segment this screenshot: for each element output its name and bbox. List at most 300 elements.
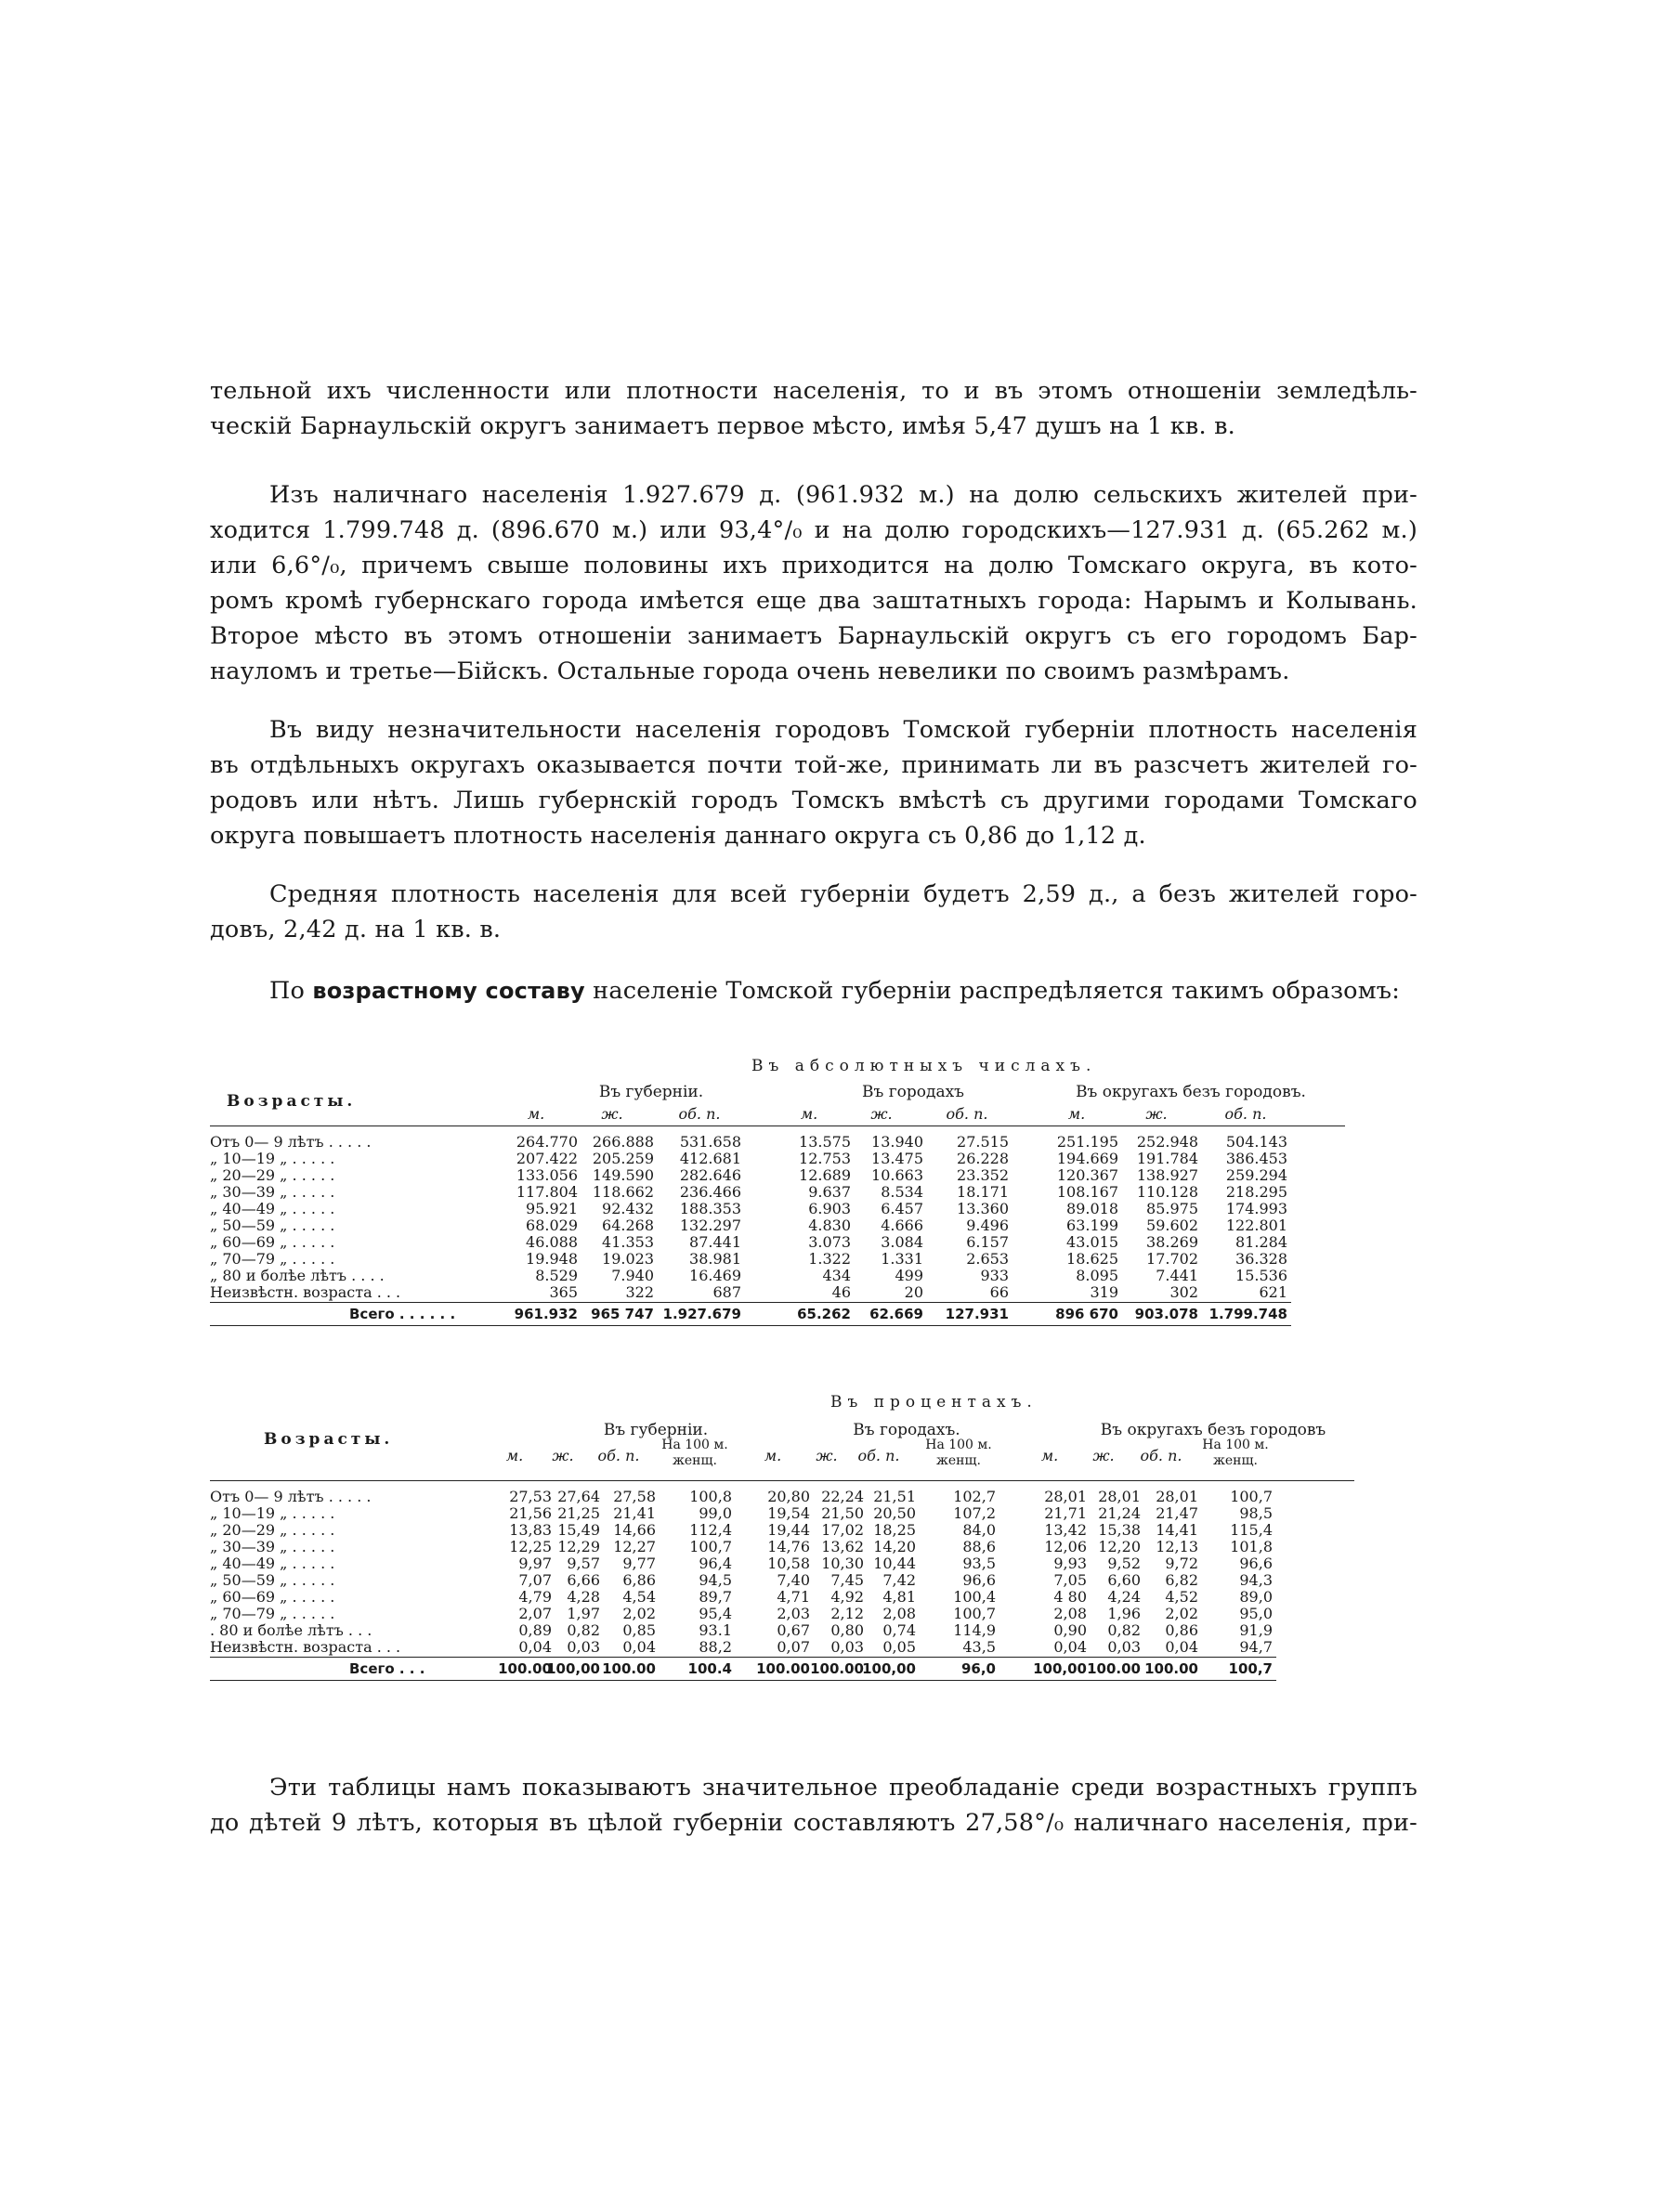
- group-header-districts: Въ округахъ безъ городовъ: [1100, 1421, 1326, 1439]
- table-cell: 98,5: [1239, 1504, 1273, 1522]
- text-line: до дѣтей 9 лѣтъ, которыя въ цѣлой губерніи составляютъ 27,58°/₀ наличнаго населенія, при-: [210, 1809, 1417, 1837]
- header-rule: [210, 1480, 1354, 1481]
- table-cell: 19,54: [767, 1504, 810, 1522]
- row-label: „ 60—69 „ . . . . .: [210, 1233, 335, 1251]
- table-cell: 89.018: [1066, 1200, 1118, 1217]
- table-cell: 4,54: [622, 1588, 656, 1606]
- table-cell: 18,25: [873, 1521, 916, 1539]
- table-cell: 4,24: [1107, 1588, 1141, 1606]
- table-cell: 0,03: [830, 1638, 864, 1656]
- table-row: [210, 1283, 1345, 1300]
- row-label: Отъ 0— 9 лѣтъ . . . . .: [210, 1488, 372, 1505]
- column-header: На 100 м. женщ.: [661, 1438, 728, 1468]
- table-cell: 6.903: [808, 1200, 851, 1217]
- table-cell: 64.268: [602, 1217, 654, 1234]
- table-cell: 12,25: [509, 1538, 552, 1555]
- row-label: Неизвѣстн. возраста . . .: [210, 1283, 401, 1301]
- column-header: об. п.: [857, 1447, 900, 1464]
- text-line: Изъ наличнаго населенія 1.927.679 д. (961.932 м.) на долю сельскихъ жителей при-: [269, 481, 1417, 509]
- paragraph-3: [210, 712, 1417, 853]
- table-cell: 100.00: [810, 1660, 864, 1677]
- table-cell: 17,02: [821, 1521, 864, 1539]
- table-cell: 266.888: [592, 1133, 654, 1151]
- group-header-province: Въ губерніи.: [603, 1421, 709, 1439]
- table-cell: 2,08: [882, 1605, 916, 1622]
- intro-word: По: [269, 977, 305, 1005]
- table-cell: 0,80: [830, 1621, 864, 1639]
- table-cell: 0,85: [622, 1621, 656, 1639]
- table-cell: 100,00: [862, 1660, 916, 1677]
- table-row: [210, 1621, 1354, 1638]
- paragraph-1: [210, 373, 1417, 444]
- text-line: науломъ и третье—Бійскъ. Остальные города очень невелики по своимъ размѣрамъ.: [210, 657, 1290, 685]
- table-cell: 95,4: [699, 1605, 732, 1622]
- table-cell: 89,7: [699, 1588, 732, 1606]
- table-cell: 319: [1090, 1283, 1118, 1301]
- bold-phrase: возрастному составу: [312, 978, 585, 1004]
- table-cell: 15,49: [557, 1521, 600, 1539]
- group-header-province: Въ губерніи.: [598, 1083, 704, 1101]
- table-row: [210, 1200, 1345, 1217]
- table-cell: 27,58: [613, 1488, 656, 1505]
- table-cell: 0,04: [1053, 1638, 1087, 1656]
- table-cell: 1.322: [808, 1250, 851, 1268]
- table-cell: 81.284: [1235, 1233, 1287, 1251]
- column-header: об. п.: [1140, 1447, 1182, 1464]
- table-cell: 1.927.679: [662, 1306, 741, 1322]
- table-cell: 21,25: [557, 1504, 600, 1522]
- table-cell: 20,80: [767, 1488, 810, 1505]
- row-label: „ 70—79 „ . . . . .: [210, 1605, 335, 1622]
- table-cell: 9,52: [1107, 1555, 1141, 1572]
- table-cell: 961.932: [514, 1306, 578, 1322]
- table-row: [210, 1488, 1354, 1504]
- table-cell: 132.297: [679, 1217, 741, 1234]
- table-cell: 100,7: [689, 1538, 732, 1555]
- table-cell: 68.029: [526, 1217, 578, 1234]
- text-line: въ отдѣльныхъ округахъ оказывается почти той-же, принимать ли въ разсчетъ жителей го-: [210, 751, 1417, 779]
- table-cell: 65.262: [797, 1306, 851, 1322]
- table-cell: 28,01: [1156, 1488, 1198, 1505]
- table-row: [210, 1538, 1354, 1555]
- table-cell: 4 80: [1053, 1588, 1087, 1606]
- table-cell: 4,81: [882, 1588, 916, 1606]
- table-cell: 94,5: [699, 1571, 732, 1589]
- table-cell: 2,12: [830, 1605, 864, 1622]
- table-cell: 4.666: [881, 1217, 923, 1234]
- row-label: Отъ 0— 9 лѣтъ . . . . .: [210, 1133, 372, 1151]
- column-header: м.: [1040, 1447, 1059, 1464]
- table-row: [210, 1250, 1345, 1267]
- table-cell: 14,20: [873, 1538, 916, 1555]
- table-cell: 15.536: [1235, 1267, 1287, 1284]
- table-row: [210, 1521, 1354, 1538]
- table-cell: 218.295: [1225, 1183, 1287, 1201]
- table-cell: 0,82: [567, 1621, 600, 1639]
- table-cell: 1,96: [1107, 1605, 1141, 1622]
- table-cell: 46.088: [526, 1233, 578, 1251]
- table-cell: 112,4: [689, 1521, 732, 1539]
- table-cell: 66: [989, 1283, 1009, 1301]
- table-cell: 903.078: [1134, 1306, 1198, 1322]
- row-label: Всего . . .: [349, 1660, 425, 1677]
- table-cell: 7,40: [777, 1571, 810, 1589]
- table-cell: 9.496: [966, 1217, 1009, 1234]
- column-header: ж.: [1145, 1105, 1168, 1123]
- table-cell: 0,07: [777, 1638, 810, 1656]
- paragraph-2: [210, 477, 1417, 689]
- table-cell: 386.453: [1225, 1150, 1287, 1167]
- text-line: Эти таблицы намъ показываютъ значительное преобладаніе среди возрастныхъ группъ: [269, 1774, 1417, 1802]
- column-header: об. п.: [946, 1105, 988, 1123]
- intro-rest: населеніе Томской губерніи распредѣляется такимъ образомъ:: [593, 977, 1400, 1005]
- table-cell: 91,9: [1239, 1621, 1273, 1639]
- group-header-cities: Въ городахъ: [862, 1083, 964, 1101]
- table-row: [210, 1504, 1354, 1521]
- table-cell: 100.4: [687, 1660, 732, 1677]
- table-cell: 27,53: [509, 1488, 552, 1505]
- table-cell: 12.689: [799, 1166, 851, 1184]
- table-cell: 504.143: [1225, 1133, 1287, 1151]
- table-cell: 26.228: [957, 1150, 1009, 1167]
- table-cell: 18.625: [1066, 1250, 1118, 1268]
- table-cell: 89,0: [1239, 1588, 1273, 1606]
- table-cell: 188.353: [679, 1200, 741, 1217]
- table-cell: 12,20: [1098, 1538, 1141, 1555]
- table-row: [210, 1588, 1354, 1605]
- row-label: „ 80 и болѣе лѣтъ . . . .: [210, 1267, 385, 1284]
- table-cell: 0,82: [1107, 1621, 1141, 1639]
- table-cell: 9,77: [622, 1555, 656, 1572]
- table-cell: 687: [712, 1283, 741, 1301]
- row-label: „ 10—19 „ . . . . .: [210, 1150, 335, 1167]
- table-cell: 434: [822, 1267, 851, 1284]
- column-header: ж.: [870, 1105, 893, 1123]
- table-cell: 43.015: [1066, 1233, 1118, 1251]
- table-row: [210, 1183, 1345, 1200]
- table-cell: 20: [904, 1283, 923, 1301]
- table-cell: 4,71: [777, 1588, 810, 1606]
- table-cell: 63.199: [1066, 1217, 1118, 1234]
- row-label: Всего . . . . . .: [349, 1306, 456, 1322]
- text-line: ромъ кромѣ губернскаго города имѣется еще два заштатныхъ города: Нарымъ и Колывань.: [210, 587, 1417, 615]
- table-cell: 2,02: [622, 1605, 656, 1622]
- table-cell: 127.931: [945, 1306, 1009, 1322]
- table-cell: 0,86: [1165, 1621, 1198, 1639]
- table-cell: 4,52: [1165, 1588, 1198, 1606]
- table-cell: 14,41: [1156, 1521, 1198, 1539]
- row-label: „ 30—39 „ . . . . .: [210, 1538, 335, 1555]
- table-cell: 16.469: [689, 1267, 741, 1284]
- row-label: „ 30—39 „ . . . . .: [210, 1183, 335, 1201]
- table-cell: 6,86: [622, 1571, 656, 1589]
- text-line: Второе мѣсто въ этомъ отношеніи занимаетъ Барнаульскій округъ съ его городомъ Бар-: [210, 622, 1417, 650]
- table-cell: 21,24: [1098, 1504, 1141, 1522]
- table-cell: 251.195: [1056, 1133, 1118, 1151]
- table-row: [210, 1133, 1345, 1150]
- table-cell: 114,9: [953, 1621, 996, 1639]
- column-header: об. п.: [597, 1447, 640, 1464]
- table-cell: 1,97: [567, 1605, 600, 1622]
- text-line: тельной ихъ численности или плотности населенія, то и въ этомъ отношеніи земледѣль-: [210, 377, 1417, 405]
- table-cell: 15,38: [1098, 1521, 1141, 1539]
- table-cell: 9,93: [1053, 1555, 1087, 1572]
- table-cell: 27.515: [957, 1133, 1009, 1151]
- table-cell: 99,0: [699, 1504, 732, 1522]
- row-label: Неизвѣстн. возраста . . .: [210, 1638, 401, 1656]
- table-cell: 41.353: [602, 1233, 654, 1251]
- table-cell: 9,72: [1165, 1555, 1198, 1572]
- paragraph-5: [210, 973, 1417, 1008]
- table-cell: 100.00: [1144, 1660, 1198, 1677]
- column-header: м.: [527, 1105, 545, 1123]
- table-cell: 21,71: [1044, 1504, 1087, 1522]
- paragraph-4: [210, 877, 1417, 947]
- table-cell: 94,3: [1239, 1571, 1273, 1589]
- total-rule: [210, 1302, 1291, 1303]
- table-cell: 302: [1169, 1283, 1198, 1301]
- table-cell: 92.432: [602, 1200, 654, 1217]
- table-cell: 100,7: [1228, 1660, 1273, 1677]
- table-absolute: [210, 1057, 1417, 1373]
- table-cell: 12,06: [1044, 1538, 1087, 1555]
- table-cell: 100.00: [602, 1660, 656, 1677]
- table-cell: 93.1: [699, 1621, 732, 1639]
- table-cell: 108.167: [1056, 1183, 1118, 1201]
- table-cell: 14,76: [767, 1538, 810, 1555]
- table-cell: 4,92: [830, 1588, 864, 1606]
- total-rule: [210, 1657, 1276, 1658]
- table-cell: 21,51: [873, 1488, 916, 1505]
- table-row: [210, 1638, 1354, 1655]
- table-cell: 191.784: [1136, 1150, 1198, 1167]
- table-cell: 0,03: [1107, 1638, 1141, 1656]
- table-cell: 85.975: [1146, 1200, 1198, 1217]
- table-cell: 2,08: [1053, 1605, 1087, 1622]
- table-caption: Въ процентахъ.: [830, 1393, 1038, 1412]
- table-cell: 174.993: [1225, 1200, 1287, 1217]
- row-label: „ 10—19 „ . . . . .: [210, 1504, 335, 1522]
- table-total-row: [210, 1660, 1354, 1681]
- column-header: м.: [505, 1447, 524, 1464]
- table-cell: 117.804: [516, 1183, 578, 1201]
- table-cell: 95,0: [1239, 1605, 1273, 1622]
- table-cell: 100,00: [1033, 1660, 1087, 1677]
- table-row: [210, 1571, 1354, 1588]
- table-cell: 7,07: [518, 1571, 552, 1589]
- column-header: об. п.: [678, 1105, 721, 1123]
- table-cell: 259.294: [1225, 1166, 1287, 1184]
- table-row: [210, 1217, 1345, 1233]
- table-cell: 14,66: [613, 1521, 656, 1539]
- table-row: [210, 1233, 1345, 1250]
- table-cell: 0,04: [518, 1638, 552, 1656]
- table-cell: 12,27: [613, 1538, 656, 1555]
- table-cell: 236.466: [679, 1183, 741, 1201]
- text-line: Въ виду незначительности населенія городовъ Томской губерніи плотность населенія: [269, 716, 1417, 744]
- table-cell: 0,74: [882, 1621, 916, 1639]
- table-cell: 933: [980, 1267, 1009, 1284]
- table-cell: 2,07: [518, 1605, 552, 1622]
- table-cell: 13,83: [509, 1521, 552, 1539]
- row-label: „ 50—59 „ . . . . .: [210, 1217, 335, 1234]
- table-cell: 6,66: [567, 1571, 600, 1589]
- table-cell: 94,7: [1239, 1638, 1273, 1656]
- table-cell: 13.575: [799, 1133, 851, 1151]
- table-cell: 896 670: [1055, 1306, 1118, 1322]
- table-cell: 100,00: [546, 1660, 600, 1677]
- table-cell: 12,13: [1156, 1538, 1198, 1555]
- table-cell: 4.830: [808, 1217, 851, 1234]
- table-cell: 138.927: [1136, 1166, 1198, 1184]
- row-label: „ 70—79 „ . . . . .: [210, 1250, 335, 1268]
- table-cell: 100.00: [498, 1660, 552, 1677]
- table-cell: 21,47: [1156, 1504, 1198, 1522]
- text-line: Средняя плотность населенія для всей губерніи будетъ 2,59 д., а безъ жителей горо-: [269, 880, 1417, 908]
- table-cell: 107,2: [953, 1504, 996, 1522]
- table-cell: 93,5: [962, 1555, 996, 1572]
- table-cell: 96,6: [962, 1571, 996, 1589]
- text-line: довъ, 2,42 д. на 1 кв. в.: [210, 916, 502, 943]
- table-cell: 20,50: [873, 1504, 916, 1522]
- row-label: „ 20—29 „ . . . . .: [210, 1521, 335, 1539]
- table-cell: 4,79: [518, 1588, 552, 1606]
- table-cell: 133.056: [516, 1166, 578, 1184]
- table-cell: 21,56: [509, 1504, 552, 1522]
- table-cell: 96,0: [960, 1660, 996, 1677]
- table-cell: 28,01: [1044, 1488, 1087, 1505]
- table-cell: 6.457: [881, 1200, 923, 1217]
- table-cell: 0,04: [622, 1638, 656, 1656]
- row-label: „ 20—29 „ . . . . .: [210, 1166, 335, 1184]
- column-header: ж.: [552, 1447, 574, 1464]
- table-cell: 59.602: [1146, 1217, 1198, 1234]
- row-label: „ 60—69 „ . . . . .: [210, 1588, 335, 1606]
- table-cell: 96,4: [699, 1555, 732, 1572]
- table-cell: 13,42: [1044, 1521, 1087, 1539]
- table-cell: 100,4: [953, 1588, 996, 1606]
- table-cell: 0,05: [882, 1638, 916, 1656]
- table-cell: 101,8: [1230, 1538, 1273, 1555]
- column-header: об. п.: [1224, 1105, 1267, 1123]
- table-cell: 13.940: [871, 1133, 923, 1151]
- table-cell: 205.259: [592, 1150, 654, 1167]
- table-cell: 2.653: [966, 1250, 1009, 1268]
- column-header: На 100 м. женщ.: [925, 1438, 992, 1468]
- table-cell: 6,60: [1107, 1571, 1141, 1589]
- age-column-header: Возрасты.: [227, 1092, 357, 1111]
- age-column-header: Возрасты.: [264, 1430, 394, 1449]
- table-cell: 6,82: [1165, 1571, 1198, 1589]
- column-header: На 100 м. женщ.: [1202, 1438, 1269, 1468]
- table-cell: 100,7: [1230, 1488, 1273, 1505]
- table-cell: 19,44: [767, 1521, 810, 1539]
- table-cell: 88,6: [962, 1538, 996, 1555]
- table-cell: 120.367: [1056, 1166, 1118, 1184]
- table-cell: 21,41: [613, 1504, 656, 1522]
- table-cell: 122.801: [1225, 1217, 1287, 1234]
- table-cell: 252.948: [1136, 1133, 1198, 1151]
- text-line: родовъ или нѣтъ. Лишь губернскій городъ Томскъ вмѣстѣ съ другими городами Томскаго: [210, 787, 1417, 814]
- table-cell: 19.023: [602, 1250, 654, 1268]
- table-cell: 12,29: [557, 1538, 600, 1555]
- table-row: [210, 1555, 1354, 1571]
- table-cell: 4,28: [567, 1588, 600, 1606]
- table-cell: 7,45: [830, 1571, 864, 1589]
- table-cell: 322: [625, 1283, 654, 1301]
- row-label: . 80 и болѣе лѣтъ . . .: [210, 1621, 372, 1639]
- table-cell: 9,57: [567, 1555, 600, 1572]
- table-cell: 10,44: [873, 1555, 916, 1572]
- table-cell: 100.00: [1087, 1660, 1141, 1677]
- column-header: ж.: [601, 1105, 623, 1123]
- table-total-row: [210, 1306, 1345, 1326]
- table-cell: 1.799.748: [1208, 1306, 1287, 1322]
- table-cell: 13.475: [871, 1150, 923, 1167]
- table-cell: 7,05: [1053, 1571, 1087, 1589]
- table-body: [210, 1133, 1345, 1326]
- table-cell: 149.590: [592, 1166, 654, 1184]
- table-cell: 207.422: [516, 1150, 578, 1167]
- table-cell: 0,03: [567, 1638, 600, 1656]
- table-cell: 13,62: [821, 1538, 864, 1555]
- table-cell: 102,7: [953, 1488, 996, 1505]
- table-cell: 10.663: [871, 1166, 923, 1184]
- column-header: м.: [764, 1447, 782, 1464]
- text-line: ходится 1.799.748 д. (896.670 м.) или 93,4°/₀ и на долю городскихъ—127.931 д. (65.262 м.): [210, 516, 1417, 544]
- row-label: „ 40—49 „ . . . . .: [210, 1200, 335, 1217]
- table-cell: 0,89: [518, 1621, 552, 1639]
- table-caption: Въ абсолютныхъ числахъ.: [751, 1057, 1097, 1075]
- text-line: или 6,6°/₀, причемъ свыше половины ихъ приходится на долю Томскаго округа, въ кото-: [210, 552, 1417, 579]
- table-cell: 17.702: [1146, 1250, 1198, 1268]
- table-cell: 95.921: [526, 1200, 578, 1217]
- table-cell: 10,58: [767, 1555, 810, 1572]
- table-cell: 21,50: [821, 1504, 864, 1522]
- table-row: [210, 1150, 1345, 1166]
- table-cell: 43,5: [962, 1638, 996, 1656]
- table-cell: 0,67: [777, 1621, 810, 1639]
- table-cell: 7.940: [611, 1267, 654, 1284]
- table-percent: [210, 1393, 1417, 1718]
- column-header: ж.: [816, 1447, 838, 1464]
- table-cell: 8.534: [881, 1183, 923, 1201]
- table-cell: 621: [1259, 1283, 1287, 1301]
- table-cell: 87.441: [689, 1233, 741, 1251]
- table-cell: 110.128: [1136, 1183, 1198, 1201]
- table-cell: 46: [831, 1283, 851, 1301]
- table-cell: 118.662: [592, 1183, 654, 1201]
- table-cell: 2,02: [1165, 1605, 1198, 1622]
- table-cell: 7.441: [1156, 1267, 1198, 1284]
- text-line: [210, 973, 1417, 1008]
- table-cell: 7,42: [882, 1571, 916, 1589]
- table-cell: 10,30: [821, 1555, 864, 1572]
- table-cell: 264.770: [516, 1133, 578, 1151]
- text-line: округа повышаетъ плотность населенія даннаго округа съ 0,86 до 1,12 д.: [210, 822, 1146, 850]
- table-cell: 3.073: [808, 1233, 851, 1251]
- table-cell: 2,03: [777, 1605, 810, 1622]
- table-cell: 27,64: [557, 1488, 600, 1505]
- text-line: ческій Барнаульскій округъ занимаетъ первое мѣсто, имѣя 5,47 душъ на 1 кв. в.: [210, 412, 1235, 440]
- paragraph-6: [210, 1770, 1417, 1841]
- column-header: ж.: [1092, 1447, 1115, 1464]
- table-cell: 38.981: [689, 1250, 741, 1268]
- column-header: м.: [1067, 1105, 1086, 1123]
- table-cell: 38.269: [1146, 1233, 1198, 1251]
- table-cell: 8.095: [1076, 1267, 1118, 1284]
- table-cell: 100,7: [953, 1605, 996, 1622]
